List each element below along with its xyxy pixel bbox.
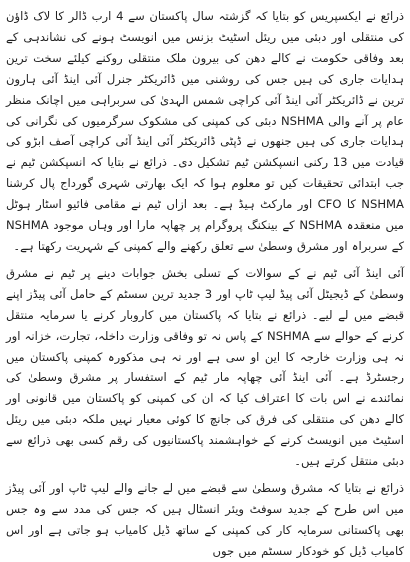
article-paragraph-2: آئی اینڈ آئی ٹیم نے کے سوالات کے تسلی بخش جوابات دینے پر ٹیم نے مشرق وسطیٰ کے ڈیجیٹل آئی پیڈ لیپ ٹاپ اور 3 جدید ترین سسٹم کے حامل آئی پیڈز اپنے قبضے میں لے لیے۔ ذرائع نے بتایا کہ پاکستان میں کاروبار کرنے یا سرمایہ منتقل کرنے کے حوالے سے NSHMA کے پاس نہ تو وفاقی وزارت داخلہ، تجارت، خزانہ اور نہ ہی وزارت خارجہ کا این او سی ہے اور نہ ہی مذکورہ کمپنی پاکستان میں رجسٹرڈ ہے۔ آئی اینڈ آئی چھاپہ مار ٹیم کے استفسار پر مشرق وسطیٰ کی نمائندے نے اس بات کا اعتراف کیا کہ ان کی کمپنی کو پاکستان میں قانونی اور کالے دھن کی منتقلی کی فرق کی جانچ کا کوئی معیار نہیں ملکہ دبئی میں ریئل اسٹیٹ میں انویسٹ کرنے کے خواہشمند پاکستانیوں کی رقم کسی بھی ذرائع سے دبئی منتقل کرتے ہیں۔ xyxy=(6,265,404,469)
article-page xyxy=(6,6,405,558)
article-paragraph-1: ذرائع نے ایکسپریس کو بتایا کہ گزشتہ سال پاکستان سے 4 ارب ڈالر کا لاک ڈاؤن کی منتقلی اور دبئی میں ریئل اسٹیٹ بزنس میں انویسٹ ہونے کی نشاندہی کے بعد وفاقی حکومت نے کالے دھن کی بیرون ملک منتقلی روکنے کیلئے سخت ترین ہدایات جاری کی ہیں جس کی روشنی میں ڈائریکٹر جنرل آئی اینڈ آئی ہارون ترین نے ڈائریکٹر آئی اینڈ آئی کراچی شمس الہدیٰ کی سربراہی میں اچانک منظر عام پر آنے والی NSHMA دبئی کی کمپنی کی مشکوک سرگرمیوں کی نگرانی کی ہدایات جاری کی ہیں جنھوں نے ڈپٹی ڈائریکٹر آئی اینڈ آئی کراچی آصف ابڑو کی قیادت میں 13 رکنی انسپکشن ٹیم تشکیل دی۔ ذرائع نے بتایا کہ انسپکشن ٹیم نے جب ابتدائی تحقیقات کیں تو معلوم ہوا کہ ایک بھارتی شہری گورداج پال کرشنا NSHMA کا CFO اور مارکٹ ہیڈ ہے۔ بعد ازاں ٹیم نے مقامی فائیو اسٹار ہوٹل میں منعقدہ NSHMA کے بینکنگ پروگرام پر چھاپہ مارا اور وہاں موجود NSHMA کے سربراہ اور مشرق وسطیٰ سے تعلق رکھنے والے کمپنی کے شہریت رکھتا ہے۔ xyxy=(6,9,405,253)
article-paragraph-3: ذرائع نے بتایا کہ مشرق وسطیٰ سے قبضے میں لے جانے والے لیپ ٹاپ اور آئی پیڈز میں اس طرح کے جدید سوفٹ ویئر انسٹال ہیں کہ جس کی مدد سے وہ جس بھی پاکستانی سرمایہ کار کی کمپنی کے ساتھ ڈیل کامیاب ہو جاتی ہے اور اس کامیاب ڈیل کو خودکار سسٹم میں جوں xyxy=(6,480,404,558)
